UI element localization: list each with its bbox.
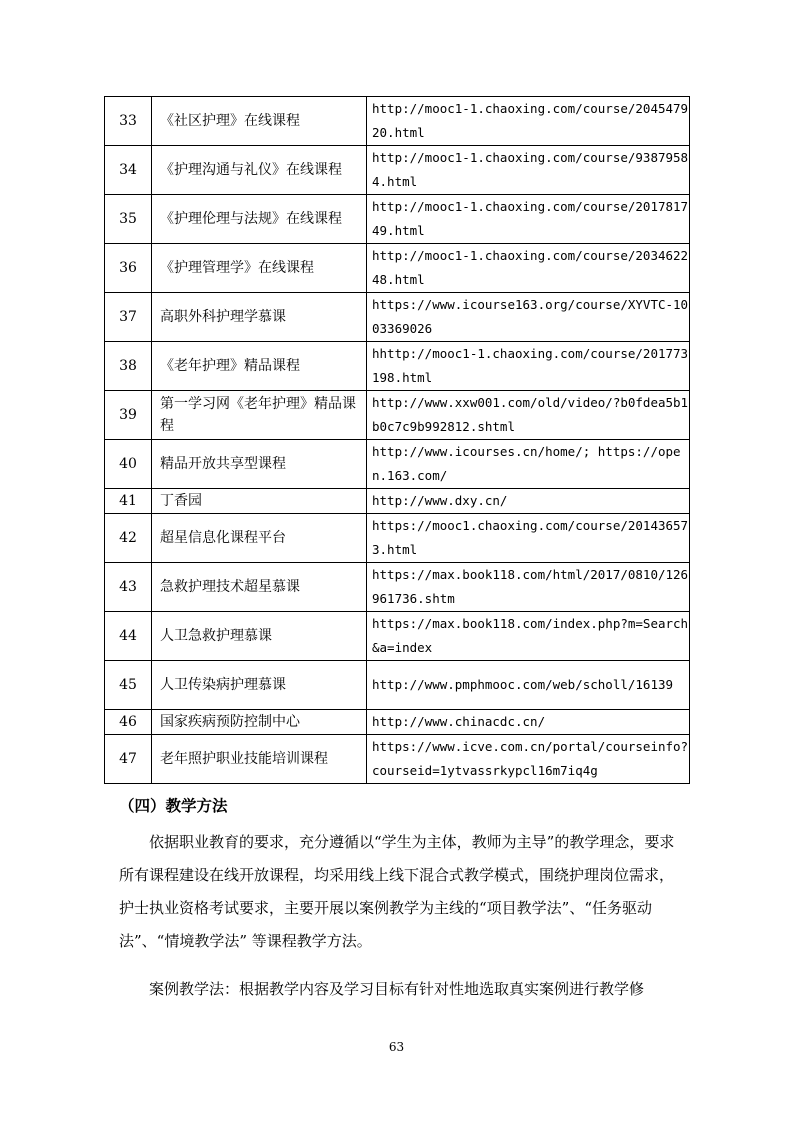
row-number: 36 (105, 244, 152, 293)
course-name: 超星信息化课程平台 (152, 514, 367, 563)
table-row (105, 735, 690, 784)
course-name: 国家疾病预防控制中心 (152, 710, 367, 735)
course-link[interactable]: http://www.xxw001.com/old/video/?b0fdea5b1b0c7c9b992812.shtml (367, 391, 690, 440)
row-number: 35 (105, 195, 152, 244)
row-number: 39 (105, 391, 152, 440)
row-number: 47 (105, 735, 152, 784)
course-name: 《社区护理》在线课程 (152, 97, 367, 146)
row-number: 42 (105, 514, 152, 563)
course-link[interactable]: http://www.icourses.cn/home/; https://open.163.com/ (367, 440, 690, 489)
course-name: 《护理管理学》在线课程 (152, 244, 367, 293)
table-row (105, 342, 690, 391)
row-number: 33 (105, 97, 152, 146)
course-name: 高职外科护理学慕课 (152, 293, 367, 342)
course-name: 第一学习网《老年护理》精品课程 (152, 391, 367, 440)
course-link[interactable]: http://mooc1-1.chaoxing.com/course/204547920.html (367, 97, 690, 146)
row-number: 37 (105, 293, 152, 342)
course-name: 《护理沟通与礼仪》在线课程 (152, 146, 367, 195)
course-name: 急救护理技术超星慕课 (152, 563, 367, 612)
course-link[interactable]: https://max.book118.com/html/2017/0810/126961736.shtm (367, 563, 690, 612)
section-heading: （四）教学方法 (119, 797, 228, 815)
course-link[interactable]: hhttp://mooc1-1.chaoxing.com/course/201773198.html (367, 342, 690, 391)
table-row (105, 440, 690, 489)
table-row (105, 489, 690, 514)
course-name: 精品开放共享型课程 (152, 440, 367, 489)
course-name: 人卫急救护理慕课 (152, 612, 367, 661)
course-link[interactable]: https://max.book118.com/index.php?m=Search&a=index (367, 612, 690, 661)
teaching-method-paragraph: 依据职业教育的要求，充分遵循以“学生为主体，教师为主导”的教学理念，要求所有课程建设在线开放课程，均采用线上线下混合式教学模式，围绕护理岗位需求，护士执业资格考试要求，主要开展以案例教学为主线的“项目教学法”、“任务驱动法”、“情境教学法” 等课程教学方法。 (119, 833, 675, 950)
table-row (105, 293, 690, 342)
row-number: 41 (105, 489, 152, 514)
course-name: 人卫传染病护理慕课 (152, 661, 367, 710)
course-name: 丁香园 (152, 489, 367, 514)
course-link[interactable]: http://mooc1-1.chaoxing.com/course/93879584.html (367, 146, 690, 195)
course-name: 老年照护职业技能培训课程 (152, 735, 367, 784)
table-row (105, 710, 690, 735)
table-row (105, 195, 690, 244)
row-number: 44 (105, 612, 152, 661)
resource-table (104, 96, 690, 784)
row-number: 45 (105, 661, 152, 710)
table-row (105, 146, 690, 195)
table-row (105, 612, 690, 661)
row-number: 34 (105, 146, 152, 195)
table-row (105, 514, 690, 563)
course-link[interactable]: http://mooc1-1.chaoxing.com/course/203462248.html (367, 244, 690, 293)
course-link[interactable]: http://www.pmphmooc.com/web/scholl/16139 (367, 661, 690, 710)
course-link[interactable]: http://www.chinacdc.cn/ (367, 710, 690, 735)
row-number: 38 (105, 342, 152, 391)
table-body (105, 97, 690, 784)
page-number: 63 (388, 1040, 405, 1054)
row-number: 43 (105, 563, 152, 612)
course-name: 《护理伦理与法规》在线课程 (152, 195, 367, 244)
course-name: 《老年护理》精品课程 (152, 342, 367, 391)
course-link[interactable]: http://www.dxy.cn/ (367, 489, 690, 514)
course-link[interactable]: https://www.icourse163.org/course/XYVTC-1003369026 (367, 293, 690, 342)
table-row (105, 391, 690, 440)
course-link[interactable]: https://www.icve.com.cn/portal/courseinfo?courseid=1ytvassrkypcl16m7iq4g (367, 735, 690, 784)
row-number: 40 (105, 440, 152, 489)
table-row (105, 97, 690, 146)
course-link[interactable]: https://mooc1.chaoxing.com/course/201436573.html (367, 514, 690, 563)
table-row (105, 244, 690, 293)
table-row (105, 563, 690, 612)
table-row (105, 661, 690, 710)
course-link[interactable]: http://mooc1-1.chaoxing.com/course/201781749.html (367, 195, 690, 244)
case-teaching-paragraph: 案例教学法：根据教学内容及学习目标有针对性地选取真实案例进行教学修 (149, 980, 645, 998)
row-number: 46 (105, 710, 152, 735)
